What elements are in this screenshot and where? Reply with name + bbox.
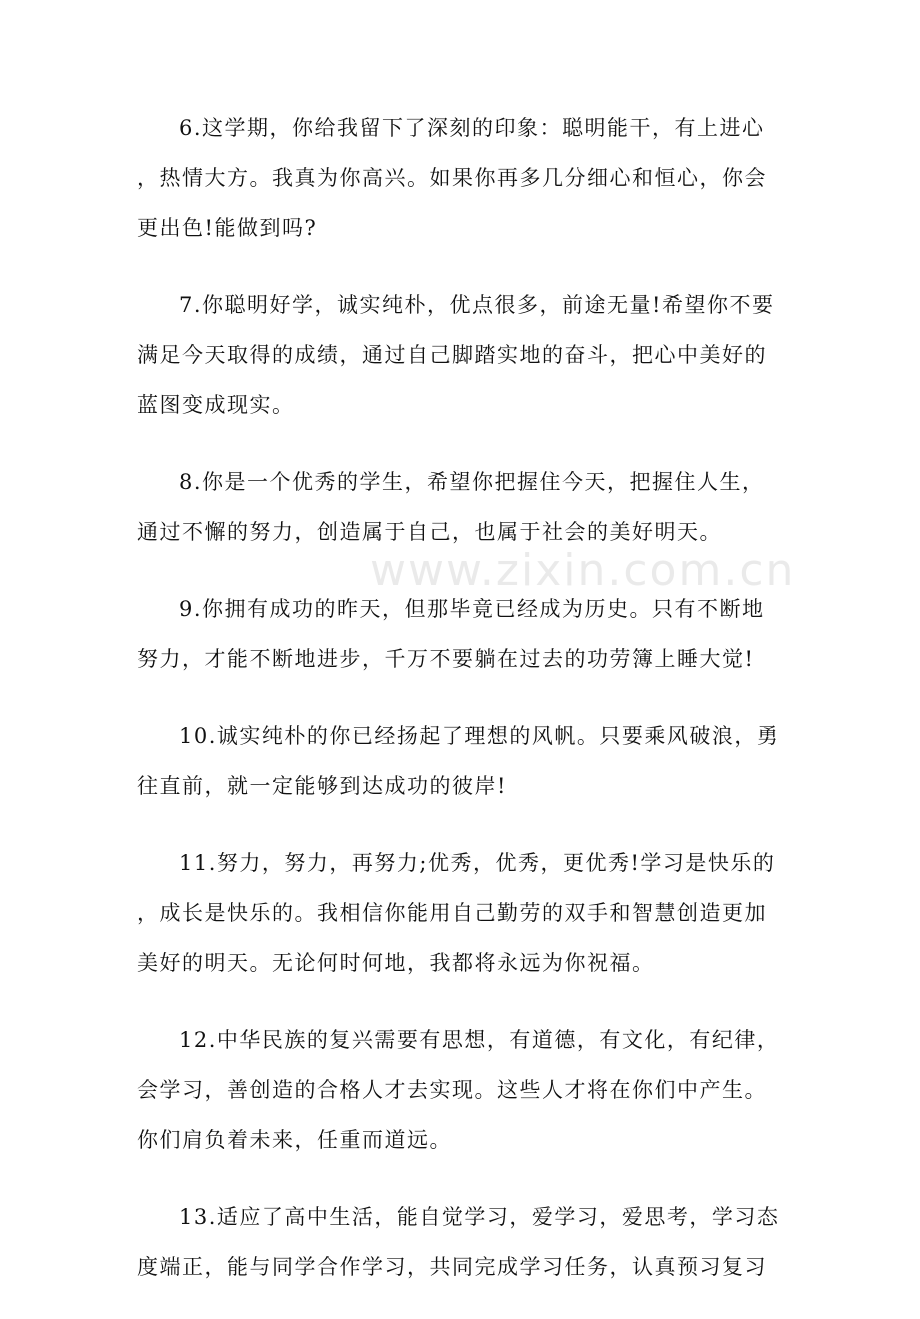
text-line: ，成长是快乐的。我相信你能用自己勤劳的双手和智慧创造更加 <box>137 901 767 925</box>
paragraph-13 <box>137 1192 785 1292</box>
paragraph-8 <box>137 457 785 557</box>
text-line: 美好的明天。无论何时何地，我都将永远为你祝福。 <box>137 951 655 975</box>
text-line: 12.中华民族的复兴需要有思想，有道德，有文化，有纪律， <box>179 1028 780 1052</box>
text-line: 往直前，就一定能够到达成功的彼岸! <box>137 774 507 798</box>
text-line: 蓝图变成现实。 <box>137 393 295 417</box>
text-line: 9.你拥有成功的昨天，但那毕竟已经成为历史。只有不断地 <box>179 597 765 621</box>
document-body <box>137 103 785 1319</box>
text-line: 努力，才能不断地进步，千万不要躺在过去的功劳簿上睡大觉! <box>137 647 755 671</box>
text-line: 7.你聪明好学，诚实纯朴，优点很多，前途无量!希望你不要 <box>179 293 775 317</box>
watermark: www.zixin.com.cn <box>370 545 796 596</box>
text-line: 度端正，能与同学合作学习，共同完成学习任务，认真预习复习 <box>137 1255 767 1279</box>
text-line: 13.适应了高中生活，能自觉学习，爱学习，爱思考，学习态 <box>179 1205 780 1229</box>
paragraph-12 <box>137 1015 785 1165</box>
text-line: 通过不懈的努力，创造属于自己，也属于社会的美好明天。 <box>137 520 722 544</box>
text-line: 会学习，善创造的合格人才去实现。这些人才将在你们中产生。 <box>137 1078 767 1102</box>
text-line: 10.诚实纯朴的你已经扬起了理想的风帆。只要乘风破浪，勇 <box>179 724 780 748</box>
text-line: 6.这学期，你给我留下了深刻的印象：聪明能干，有上进心 <box>179 116 765 140</box>
paragraph-6 <box>137 103 785 253</box>
paragraph-7 <box>137 280 785 430</box>
paragraph-9 <box>137 584 785 684</box>
text-line: 11.努力，努力，再努力;优秀，优秀，更优秀!学习是快乐的 <box>179 851 776 875</box>
text-line: 更出色!能做到吗? <box>137 216 318 240</box>
paragraph-10 <box>137 711 785 811</box>
text-line: 8.你是一个优秀的学生，希望你把握住今天，把握住人生， <box>179 470 765 494</box>
text-line: 你们肩负着未来，任重而道远。 <box>137 1128 452 1152</box>
text-line: 满足今天取得的成绩，通过自己脚踏实地的奋斗，把心中美好的 <box>137 343 767 367</box>
paragraph-11 <box>137 838 785 988</box>
text-line: ，热情大方。我真为你高兴。如果你再多几分细心和恒心，你会 <box>137 166 767 190</box>
